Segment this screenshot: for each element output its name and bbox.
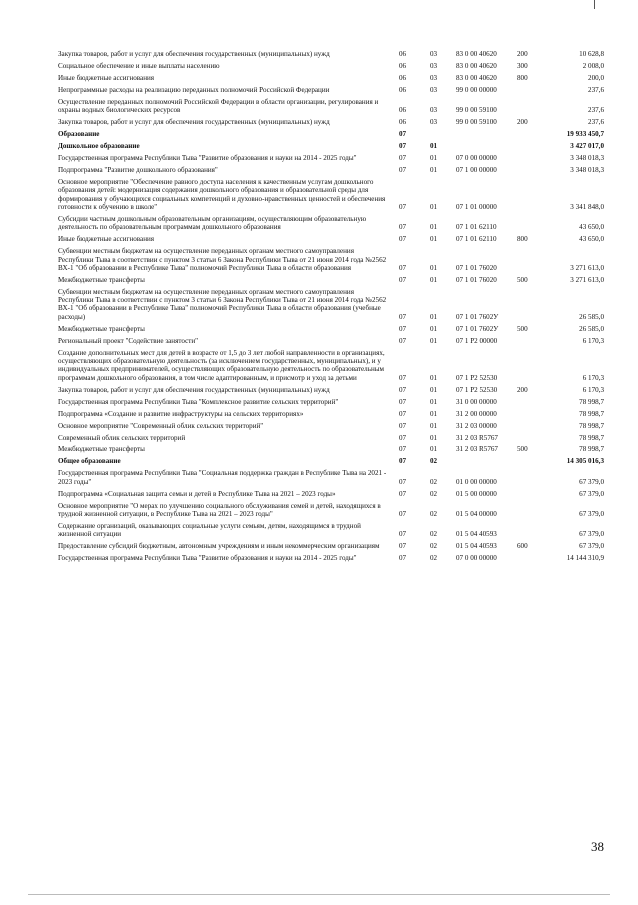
row-amount: 6 170,3 [582,336,604,345]
row-amount: 67 379,0 [579,477,604,486]
row-section-code: 06 [399,61,407,70]
row-amount: 26 585,0 [579,324,604,333]
row-target-article: 83 0 00 40620 [456,61,497,70]
row-subsection-code: 01 [430,154,438,163]
table-row [58,142,604,150]
row-amount: 67 379,0 [579,542,604,551]
table-row [58,62,604,70]
table-row [58,445,604,453]
row-subsection-code: 01 [430,445,438,454]
table-row [58,457,604,465]
table-row [58,554,604,562]
row-subsection-code: 02 [430,457,438,466]
row-target-article: 99 0 00 00000 [456,85,497,94]
row-amount: 6 170,3 [582,373,604,382]
row-expense-type: 500 [517,275,528,284]
row-subsection-code: 02 [430,510,438,519]
row-section-code: 06 [399,85,407,94]
row-name: Закупка товаров, работ и услуг для обеспечения государственных (муниципальных) нужд [58,50,330,58]
table-row [58,349,604,382]
row-subsection-code: 03 [430,118,438,127]
row-name: Общее образование [58,457,121,466]
table-row [58,337,604,345]
row-target-article: 83 0 00 40620 [456,50,497,58]
row-target-article: 07 1 01 62110 [456,223,497,232]
row-subsection-code: 01 [430,223,438,232]
row-subsection-code: 01 [430,263,438,272]
row-subsection-code: 01 [430,397,438,406]
row-subsection-code: 03 [430,85,438,94]
row-subsection-code: 01 [430,235,438,244]
row-amount: 78 998,7 [579,409,604,418]
row-amount: 78 998,7 [579,433,604,442]
row-name: Основное мероприятие "Современный облик сельских территорий" [58,421,264,430]
row-subsection-code: 02 [430,530,438,539]
table-row [58,386,604,394]
row-target-article: 31 2 03 R5767 [456,445,498,454]
row-name: Межбюджетные трансферты [58,275,145,284]
row-name: Межбюджетные трансферты [58,324,145,333]
row-section-code: 07 [399,223,407,232]
table-row [58,235,604,243]
row-amount: 10 628,8 [579,50,604,58]
row-section-code: 07 [399,324,407,333]
row-name: Иные бюджетные ассигнования [58,73,155,82]
row-subsection-code: 02 [430,542,438,551]
table-row [58,469,604,486]
row-amount: 67 379,0 [579,489,604,498]
row-target-article: 31 2 03 00000 [456,421,497,430]
row-amount: 6 170,3 [582,385,604,394]
row-name: Иные бюджетные ассигнования [58,235,155,244]
row-amount: 14 144 310,9 [566,554,604,563]
row-section-code: 07 [399,275,407,284]
row-target-article: 07 1 00 00000 [456,166,497,175]
row-amount: 26 585,0 [579,312,604,321]
row-section-code: 07 [399,373,407,382]
row-subsection-code: 02 [430,477,438,486]
row-section-code: 06 [399,106,407,115]
row-amount: 19 933 450,7 [566,130,604,139]
row-name: Закупка товаров, работ и услуг для обеспечения государственных (муниципальных) нужд [58,118,330,127]
row-name: Создание дополнительных мест для детей в возрасте от 1,5 до 3 лет любой направленности в организациях, осуществляющих образовательную деятельность (за исключением государственных, муниципальных), и у индивидуальных предпринимателей, осуществляющих образовательную деятельность по образовательным программам дошкольного образования, в том числе адаптированным, и присмотр и уход за детьми [58,348,385,382]
row-subsection-code: 01 [430,421,438,430]
row-name: Межбюджетные трансферты [58,445,145,454]
table-row [58,118,604,126]
row-target-article: 99 0 00 59100 [456,118,497,127]
row-section-code: 07 [399,312,407,321]
row-subsection-code: 01 [430,385,438,394]
row-name: Региональный проект "Содействие занятости" [58,336,199,345]
row-name: Субвенции местным бюджетам на осуществление переданных органам местного самоуправления Республики Тыва в соответствии с пунктом 3 статьи 6 Закона Республики Тыва от 21 июня 2014 года №2562 ВХ-1 "Об образовании в Республике Тыва" полномочий Республики Тыва в области образования (учебные расходы) [58,287,387,321]
row-section-code: 07 [399,142,407,151]
row-amount: 43 650,0 [579,235,604,244]
row-section-code: 07 [399,445,407,454]
table-row [58,215,604,232]
row-target-article: 07 1 P2 00000 [456,336,498,345]
row-name: Подпрограмма "Развитие дошкольного образования" [58,166,218,175]
row-name: Основное мероприятие "Обеспечение равного доступа населения к качественным услугам дошкольного образования детей: модернизация содержания дошкольного образования и образовательной среды для формирования у обучающихся социальных компетенций и духовно-нравственных ценностей и обеспечения готовности к обучению в школе" [58,178,386,212]
row-name: Современный облик сельских территорий [58,433,186,442]
row-subsection-code: 01 [430,166,438,175]
row-amount: 78 998,7 [579,421,604,430]
budget-table [58,50,604,566]
table-row [58,522,604,539]
table-row [58,166,604,174]
row-amount: 3 341 848,0 [570,203,604,212]
row-section-code: 07 [399,154,407,163]
table-row [58,502,604,519]
row-section-code: 07 [399,457,407,466]
row-section-code: 07 [399,530,407,539]
row-target-article: 31 0 00 00000 [456,397,497,406]
table-row [58,422,604,430]
row-amount: 78 998,7 [579,445,604,454]
row-subsection-code: 02 [430,554,438,563]
row-amount: 43 650,0 [579,223,604,232]
row-target-article: 31 2 03 R5767 [456,433,498,442]
row-target-article: 99 0 00 59100 [456,106,497,115]
row-target-article: 07 1 P2 52530 [456,373,498,382]
row-name: Содержание организаций, оказывающих социальные услуги семьям, детям, находящимся в трудной жизненной ситуации [58,522,361,539]
row-subsection-code: 01 [430,312,438,321]
row-subsection-code: 01 [430,409,438,418]
row-subsection-code: 02 [430,489,438,498]
row-target-article: 07 1 01 7602У [456,312,499,321]
row-expense-type: 600 [517,542,528,551]
row-section-code: 06 [399,118,407,127]
row-subsection-code: 03 [430,73,438,82]
row-expense-type: 200 [517,118,528,127]
row-target-article: 07 0 00 00000 [456,154,497,163]
bottom-divider [28,894,610,895]
row-subsection-code: 03 [430,50,438,58]
table-row [58,154,604,162]
row-amount: 200,0 [588,73,604,82]
row-amount: 3 427 017,0 [570,142,604,151]
row-section-code: 07 [399,130,407,139]
row-subsection-code: 01 [430,203,438,212]
table-row [58,98,604,115]
row-amount: 237,6 [588,85,604,94]
table-row [58,490,604,498]
table-row [58,276,604,284]
row-subsection-code: 01 [430,275,438,284]
table-row [58,247,604,272]
row-name: Непрограммные расходы на реализацию переданных полномочий Российской Федерации [58,85,330,94]
row-target-article: 01 5 04 40593 [456,530,497,539]
row-name: Субсидии частным дошкольным образовательным организациям, осуществляющим образовательную деятельность по образовательным программам дошкольного образования [58,215,367,232]
row-section-code: 07 [399,409,407,418]
row-amount: 2 008,0 [582,61,604,70]
row-expense-type: 500 [517,324,528,333]
row-section-code: 07 [399,385,407,394]
row-subsection-code: 01 [430,324,438,333]
row-expense-type: 200 [517,385,528,394]
row-name: Закупка товаров, работ и услуг для обеспечения государственных (муниципальных) нужд [58,385,330,394]
table-row [58,325,604,333]
row-expense-type: 300 [517,61,528,70]
row-section-code: 07 [399,336,407,345]
row-target-article: 07 0 00 00000 [456,554,497,563]
table-row [58,410,604,418]
row-name: Осуществление переданных полномочий Российской Федерации в области организации, регулирования и охраны водных биологических ресурсов [58,97,379,115]
row-section-code: 07 [399,542,407,551]
row-subsection-code: 01 [430,336,438,345]
row-target-article: 31 2 00 00000 [456,409,497,418]
table-row [58,434,604,442]
row-subsection-code: 01 [430,373,438,382]
row-name: Подпрограмма «Создание и развитие инфраструктуры на сельских территориях» [58,409,304,418]
row-subsection-code: 01 [430,142,438,151]
row-amount: 3 348 018,3 [570,166,604,175]
row-target-article: 83 0 00 40620 [456,73,497,82]
row-amount: 237,6 [588,106,604,115]
row-amount: 78 998,7 [579,397,604,406]
row-amount: 3 348 018,3 [570,154,604,163]
table-row [58,74,604,82]
row-target-article: 07 1 01 00000 [456,203,497,212]
row-name: Предоставление субсидий бюджетным, автономным учреждениям и иным некоммерческим организациям [58,542,380,551]
row-section-code: 06 [399,50,407,58]
page-number: 38 [591,839,604,854]
row-subsection-code: 01 [430,433,438,442]
row-amount: 67 379,0 [579,530,604,539]
row-section-code: 07 [399,554,407,563]
table-row [58,130,604,138]
corner-mark [594,0,595,9]
row-section-code: 07 [399,421,407,430]
row-expense-type: 800 [517,235,528,244]
table-row [58,50,604,58]
row-target-article: 01 5 04 40593 [456,542,497,551]
row-amount: 67 379,0 [579,510,604,519]
row-section-code: 07 [399,510,407,519]
row-target-article: 07 1 P2 52530 [456,385,498,394]
table-row [58,398,604,406]
row-section-code: 07 [399,203,407,212]
row-target-article: 01 5 04 00000 [456,510,497,519]
row-amount: 3 271 613,0 [570,275,604,284]
row-name: Образование [58,130,100,139]
row-amount: 237,6 [588,118,604,127]
row-name: Дошкольное образование [58,142,140,151]
row-target-article: 07 1 01 76020 [456,263,497,272]
row-section-code: 07 [399,397,407,406]
row-expense-type: 500 [517,445,528,454]
row-name: Подпрограмма «Социальная защита семьи и детей в Республике Тыва на 2021 – 2023 годы» [58,489,336,498]
row-expense-type: 800 [517,73,528,82]
row-section-code: 07 [399,235,407,244]
row-section-code: 07 [399,477,407,486]
row-section-code: 06 [399,73,407,82]
row-subsection-code: 03 [430,106,438,115]
row-amount: 3 271 613,0 [570,263,604,272]
row-name: Государственная программа Республики Тыва "Социальная поддержка граждан в Республике Тыва на 2021 - 2023 годы" [58,469,387,486]
row-name: Государственная программа Республики Тыва "Комплексное развитие сельских территорий" [58,397,339,406]
row-section-code: 07 [399,489,407,498]
row-target-article: 01 5 00 00000 [456,489,497,498]
row-section-code: 07 [399,263,407,272]
row-target-article: 07 1 01 62110 [456,235,497,244]
table-row [58,86,604,94]
row-name: Государственная программа Республики Тыва "Развитие образования и науки на 2014 - 2025 годы" [58,154,357,163]
table-row [58,288,604,321]
row-subsection-code: 03 [430,61,438,70]
table-row [58,178,604,211]
table-row [58,542,604,550]
row-name: Государственная программа Республики Тыва "Развитие образования и науки на 2014 - 2025 годы" [58,554,357,563]
row-target-article: 07 1 01 7602У [456,324,499,333]
row-name: Субвенции местным бюджетам на осуществление переданных органам местного самоуправления Республики Тыва в соответствии с пунктом 3 статьи 6 Закона Республики Тыва от 21 июня 2014 года №2562 ВХ-1 "Об образовании в Республике Тыва" полномочий Республики Тыва в области образования [58,247,387,272]
row-section-code: 07 [399,433,407,442]
row-section-code: 07 [399,166,407,175]
row-name: Основное мероприятие "О мерах по улучшению социального обслуживания семей и детей, находящихся в трудной жизненной ситуации, в Республике Тыва на 2021 – 2023 годы" [58,501,381,519]
row-name: Социальное обеспечение и иные выплаты населению [58,61,220,70]
row-target-article: 01 0 00 00000 [456,477,497,486]
row-target-article: 07 1 01 76020 [456,275,497,284]
row-amount: 14 305 016,3 [566,457,604,466]
row-expense-type: 200 [517,50,528,58]
